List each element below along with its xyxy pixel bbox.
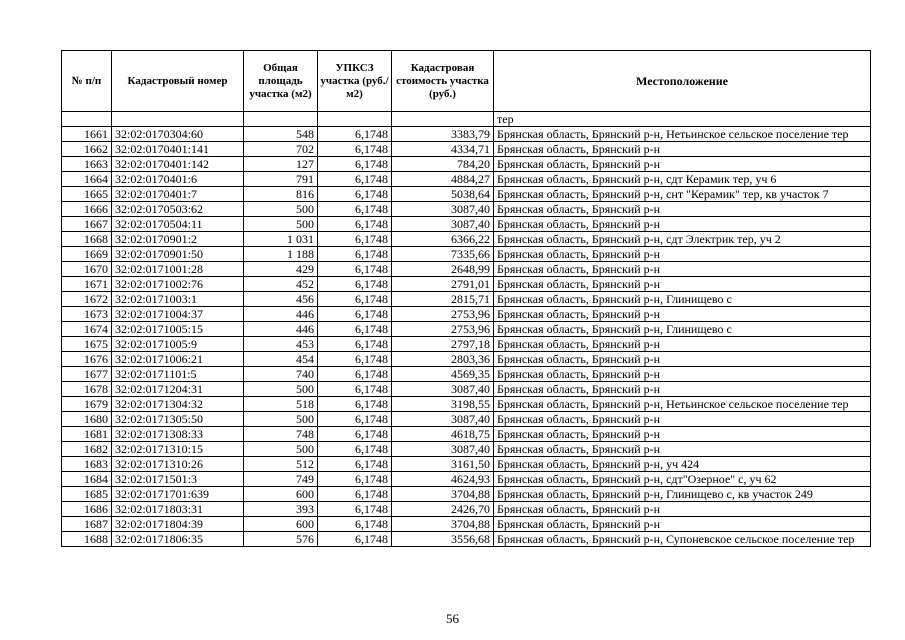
cell-location: Брянская область, Брянский р-н [494, 307, 871, 322]
cell-area: 429 [244, 262, 318, 277]
table-row [62, 472, 871, 487]
table-row [62, 382, 871, 397]
cell-area: 456 [244, 292, 318, 307]
cell-cadastral-number: 32:02:0171304:32 [112, 397, 244, 412]
cell-num: 1671 [62, 277, 112, 292]
cell-upksz: 6,1748 [318, 382, 392, 397]
cell-location: Брянская область, Брянский р-н [494, 367, 871, 382]
cell-area: 740 [244, 367, 318, 382]
cell-cadastral-value: 3087,40 [392, 442, 494, 457]
cell-num: 1680 [62, 412, 112, 427]
cell-cadastral-value: 3087,40 [392, 217, 494, 232]
cell-cadastral-value: 3383,79 [392, 127, 494, 142]
table-row [62, 142, 871, 157]
table-row [62, 292, 871, 307]
table-row [62, 172, 871, 187]
cell-num: 1678 [62, 382, 112, 397]
cell-upksz: 6,1748 [318, 532, 392, 547]
table-row [62, 247, 871, 262]
cell-upksz: 6,1748 [318, 397, 392, 412]
cell-num: 1665 [62, 187, 112, 202]
cell-cadastral-value: 4334,71 [392, 142, 494, 157]
header-num: № п/п [62, 51, 112, 112]
table-row [62, 532, 871, 547]
cell-upksz: 6,1748 [318, 202, 392, 217]
cell-cadastral-value: 3161,50 [392, 457, 494, 472]
cell-upksz: 6,1748 [318, 337, 392, 352]
cell-cadastral-number: 32:02:0171305:50 [112, 412, 244, 427]
cell-location: Брянская область, Брянский р-н, Глинищево с [494, 292, 871, 307]
cell-upksz: 6,1748 [318, 412, 392, 427]
cell-num: 1673 [62, 307, 112, 322]
table-row [62, 262, 871, 277]
cell-location: Брянская область, Брянский р-н [494, 517, 871, 532]
cell-location: Брянская область, Брянский р-н, Супоневское сельское поселение тер [494, 532, 871, 547]
cadastral-table [61, 50, 871, 547]
table-row [62, 502, 871, 517]
cell-area: 446 [244, 322, 318, 337]
cell-cadastral-number: 32:02:0170901:2 [112, 232, 244, 247]
cell-location: Брянская область, Брянский р-н, сдт Керамик тер, уч 6 [494, 172, 871, 187]
cell-cadastral-value: 3087,40 [392, 202, 494, 217]
cell-cadastral-number: 32:02:0171806:35 [112, 532, 244, 547]
cell-num: 1662 [62, 142, 112, 157]
cell-cadastral-value: 3198,55 [392, 397, 494, 412]
table-row [62, 352, 871, 367]
cell-num: 1663 [62, 157, 112, 172]
cell-num: 1677 [62, 367, 112, 382]
cell-area: 500 [244, 202, 318, 217]
header-row [62, 51, 871, 112]
cell-location: Брянская область, Брянский р-н [494, 217, 871, 232]
cell-location: Брянская область, Брянский р-н, Глинищево с, кв участок 249 [494, 487, 871, 502]
cell-cadastral-number: 32:02:0171308:33 [112, 427, 244, 442]
table-row [62, 397, 871, 412]
cell-upksz: 6,1748 [318, 127, 392, 142]
cell-num: 1676 [62, 352, 112, 367]
cell-upksz: 6,1748 [318, 427, 392, 442]
cell-cadastral-value: 2815,71 [392, 292, 494, 307]
cell-upksz: 6,1748 [318, 292, 392, 307]
cell-upksz: 6,1748 [318, 307, 392, 322]
cell-area: 452 [244, 277, 318, 292]
cell-num: 1683 [62, 457, 112, 472]
cell-cadastral-number: 32:02:0171005:9 [112, 337, 244, 352]
cell-cadastral-value: 4884,27 [392, 172, 494, 187]
cell-num: 1669 [62, 247, 112, 262]
cell-area: 749 [244, 472, 318, 487]
cell-cadastral-number: 32:02:0170504:11 [112, 217, 244, 232]
cell-location: Брянская область, Брянский р-н [494, 412, 871, 427]
cell-upksz: 6,1748 [318, 187, 392, 202]
cell-cadastral-number: 32:02:0171804:39 [112, 517, 244, 532]
cell-location: Брянская область, Брянский р-н [494, 352, 871, 367]
cell-upksz: 6,1748 [318, 457, 392, 472]
table-row [62, 307, 871, 322]
cell-location: Брянская область, Брянский р-н, сдт Электрик тер, уч 2 [494, 232, 871, 247]
cell-area: 127 [244, 157, 318, 172]
cell-upksz: 6,1748 [318, 217, 392, 232]
cell-area: 512 [244, 457, 318, 472]
cell-num: 1684 [62, 472, 112, 487]
cell-location: Брянская область, Брянский р-н [494, 442, 871, 457]
table-row [62, 442, 871, 457]
cell-upksz: 6,1748 [318, 262, 392, 277]
continued-cell-empty [318, 112, 392, 127]
cell-cadastral-number: 32:02:0171101:5 [112, 367, 244, 382]
table-row [62, 517, 871, 532]
cell-area: 600 [244, 517, 318, 532]
cell-location: Брянская область, Брянский р-н [494, 157, 871, 172]
cell-cadastral-value: 2753,96 [392, 322, 494, 337]
cell-location: Брянская область, Брянский р-н, Нетьинское сельское поселение тер [494, 127, 871, 142]
cell-area: 1 031 [244, 232, 318, 247]
continued-cell-empty [392, 112, 494, 127]
continued-row [62, 112, 871, 127]
table-row [62, 127, 871, 142]
cell-location: Брянская область, Брянский р-н [494, 262, 871, 277]
cell-area: 453 [244, 337, 318, 352]
cell-cadastral-number: 32:02:0171002:76 [112, 277, 244, 292]
cell-location: Брянская область, Брянский р-н [494, 427, 871, 442]
cell-cadastral-number: 32:02:0171005:15 [112, 322, 244, 337]
cell-num: 1688 [62, 532, 112, 547]
continued-cell-empty [62, 112, 112, 127]
cell-cadastral-number: 32:02:0170401:7 [112, 187, 244, 202]
cell-cadastral-value: 2791,01 [392, 277, 494, 292]
cell-upksz: 6,1748 [318, 172, 392, 187]
cell-cadastral-value: 2426,70 [392, 502, 494, 517]
table-row [62, 337, 871, 352]
header-upksz: УПКСЗ участка (руб./м2) [318, 51, 392, 112]
cell-cadastral-value: 3087,40 [392, 382, 494, 397]
cell-cadastral-number: 32:02:0171310:26 [112, 457, 244, 472]
cell-num: 1661 [62, 127, 112, 142]
cell-cadastral-value: 4569,35 [392, 367, 494, 382]
cell-num: 1667 [62, 217, 112, 232]
continued-cell-empty [112, 112, 244, 127]
cell-num: 1679 [62, 397, 112, 412]
header-location: Местоположение [494, 51, 871, 112]
cell-area: 702 [244, 142, 318, 157]
cell-cadastral-number: 32:02:0171001:28 [112, 262, 244, 277]
cell-cadastral-value: 7335,66 [392, 247, 494, 262]
cell-area: 500 [244, 217, 318, 232]
continued-location: тер [494, 112, 871, 127]
cell-area: 791 [244, 172, 318, 187]
cell-cadastral-number: 32:02:0170503:62 [112, 202, 244, 217]
cell-num: 1682 [62, 442, 112, 457]
cell-area: 518 [244, 397, 318, 412]
cell-upksz: 6,1748 [318, 232, 392, 247]
cell-location: Брянская область, Брянский р-н, уч 424 [494, 457, 871, 472]
cell-cadastral-number: 32:02:0171701:639 [112, 487, 244, 502]
cell-area: 393 [244, 502, 318, 517]
cell-cadastral-number: 32:02:0171006:21 [112, 352, 244, 367]
cell-cadastral-value: 4624,93 [392, 472, 494, 487]
table-row [62, 277, 871, 292]
cell-cadastral-number: 32:02:0170304:60 [112, 127, 244, 142]
cell-cadastral-value: 3087,40 [392, 412, 494, 427]
cell-upksz: 6,1748 [318, 352, 392, 367]
cell-area: 816 [244, 187, 318, 202]
cell-cadastral-value: 2753,96 [392, 307, 494, 322]
cell-area: 446 [244, 307, 318, 322]
cell-location: Брянская область, Брянский р-н [494, 337, 871, 352]
cell-cadastral-value: 6366,22 [392, 232, 494, 247]
header-area: Общая площадь участка (м2) [244, 51, 318, 112]
cell-area: 500 [244, 412, 318, 427]
cell-cadastral-value: 5038,64 [392, 187, 494, 202]
cell-num: 1686 [62, 502, 112, 517]
cell-location: Брянская область, Брянский р-н, Нетьинское сельское поселение тер [494, 397, 871, 412]
table-row [62, 427, 871, 442]
cell-area: 500 [244, 382, 318, 397]
table-row [62, 187, 871, 202]
cell-location: Брянская область, Брянский р-н [494, 247, 871, 262]
cell-num: 1664 [62, 172, 112, 187]
cell-cadastral-number: 32:02:0171004:37 [112, 307, 244, 322]
cell-area: 576 [244, 532, 318, 547]
header-cadastral-number: Кадастровый номер [112, 51, 244, 112]
cell-location: Брянская область, Брянский р-н, Глинищево с [494, 322, 871, 337]
cell-cadastral-value: 2648,99 [392, 262, 494, 277]
cell-cadastral-number: 32:02:0170401:6 [112, 172, 244, 187]
cell-upksz: 6,1748 [318, 322, 392, 337]
cell-area: 548 [244, 127, 318, 142]
table-body [62, 112, 871, 547]
cell-upksz: 6,1748 [318, 142, 392, 157]
table-row [62, 487, 871, 502]
cell-num: 1666 [62, 202, 112, 217]
cell-num: 1681 [62, 427, 112, 442]
table-row [62, 217, 871, 232]
table-row [62, 367, 871, 382]
cell-num: 1672 [62, 292, 112, 307]
cell-upksz: 6,1748 [318, 487, 392, 502]
table-row [62, 322, 871, 337]
cell-cadastral-number: 32:02:0170401:141 [112, 142, 244, 157]
cell-upksz: 6,1748 [318, 472, 392, 487]
cell-upksz: 6,1748 [318, 157, 392, 172]
cell-location: Брянская область, Брянский р-н [494, 502, 871, 517]
cell-area: 454 [244, 352, 318, 367]
table-row [62, 202, 871, 217]
cell-cadastral-number: 32:02:0171204:31 [112, 382, 244, 397]
cell-cadastral-value: 3556,68 [392, 532, 494, 547]
cell-num: 1668 [62, 232, 112, 247]
cell-cadastral-number: 32:02:0170401:142 [112, 157, 244, 172]
cell-upksz: 6,1748 [318, 502, 392, 517]
cell-area: 1 188 [244, 247, 318, 262]
header-cadastral-value: Кадастровая стоимость участка (руб.) [392, 51, 494, 112]
continued-cell-empty [244, 112, 318, 127]
cell-num: 1675 [62, 337, 112, 352]
cell-upksz: 6,1748 [318, 247, 392, 262]
cell-location: Брянская область, Брянский р-н [494, 277, 871, 292]
cell-cadastral-number: 32:02:0171003:1 [112, 292, 244, 307]
table-row [62, 412, 871, 427]
cell-cadastral-value: 4618,75 [392, 427, 494, 442]
cell-num: 1670 [62, 262, 112, 277]
cell-cadastral-number: 32:02:0170901:50 [112, 247, 244, 262]
cell-cadastral-number: 32:02:0171310:15 [112, 442, 244, 457]
cell-cadastral-value: 2803,36 [392, 352, 494, 367]
cell-location: Брянская область, Брянский р-н [494, 382, 871, 397]
cell-location: Брянская область, Брянский р-н [494, 142, 871, 157]
cell-location: Брянская область, Брянский р-н [494, 202, 871, 217]
table-row [62, 457, 871, 472]
cell-area: 600 [244, 487, 318, 502]
cell-num: 1687 [62, 517, 112, 532]
cell-cadastral-number: 32:02:0171501:3 [112, 472, 244, 487]
cell-cadastral-value: 784,20 [392, 157, 494, 172]
cell-area: 748 [244, 427, 318, 442]
cell-upksz: 6,1748 [318, 367, 392, 382]
cell-location: Брянская область, Брянский р-н, сдт"Озерное" с, уч 62 [494, 472, 871, 487]
cell-num: 1685 [62, 487, 112, 502]
cell-upksz: 6,1748 [318, 442, 392, 457]
cell-upksz: 6,1748 [318, 277, 392, 292]
cell-cadastral-value: 3704,88 [392, 487, 494, 502]
page-number: 56 [446, 611, 459, 626]
table-row [62, 232, 871, 247]
cell-cadastral-value: 2797,18 [392, 337, 494, 352]
cell-cadastral-number: 32:02:0171803:31 [112, 502, 244, 517]
cell-location: Брянская область, Брянский р-н, снт "Керамик" тер, кв участок 7 [494, 187, 871, 202]
cell-num: 1674 [62, 322, 112, 337]
cell-upksz: 6,1748 [318, 517, 392, 532]
table-row [62, 157, 871, 172]
cell-area: 500 [244, 442, 318, 457]
cell-cadastral-value: 3704,88 [392, 517, 494, 532]
